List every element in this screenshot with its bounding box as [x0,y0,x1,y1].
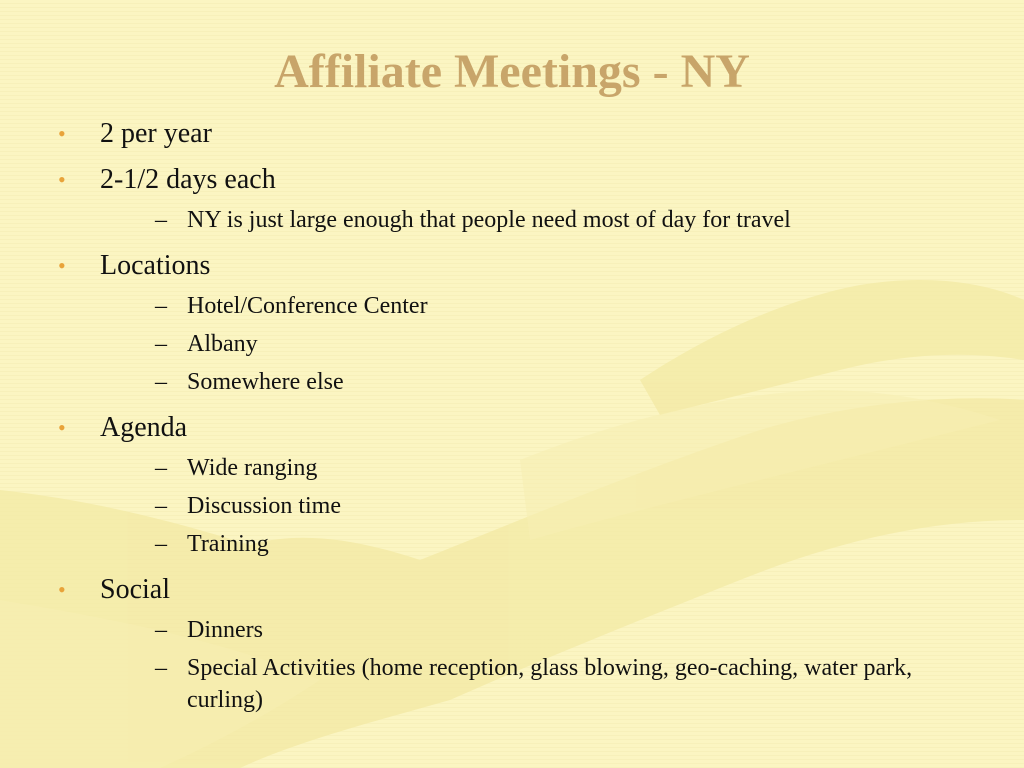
bullet-item [58,412,988,560]
dash-icon: – [155,207,167,233]
bullet-item [58,118,988,150]
sub-item [100,452,988,484]
sub-item [100,614,988,646]
bullet-item [58,164,988,236]
dash-icon: – [155,617,167,643]
dash-icon: – [155,531,167,557]
sub-text: Dinners [187,617,263,643]
sub-list [100,204,988,236]
bullet-text: 2-1/2 days each [100,164,276,195]
bullet-icon: • [58,415,66,440]
dash-icon: – [155,369,167,395]
bullet-text: Locations [100,250,211,281]
sub-list [100,614,988,716]
slide-title: Affiliate Meetings - NY [274,45,750,98]
sub-text: Hotel/Conference Center [187,293,428,319]
sub-text: Wide ranging [187,455,318,481]
sub-item [100,652,988,716]
sub-text: Somewhere else [187,369,344,395]
dash-icon: – [155,331,167,357]
bullet-list [58,118,988,730]
sub-text: NY is just large enough that people need most of day for travel [187,207,791,233]
sub-text: Albany [187,331,258,357]
sub-text: Special Activities (home reception, glass blowing, geo-caching, water park, curling) [187,655,913,713]
sub-item [100,204,988,236]
sub-text: Training [187,531,269,557]
dash-icon: – [155,493,167,519]
sub-text: Discussion time [187,493,341,519]
bullet-icon: • [58,121,66,146]
bullet-icon: • [58,167,66,192]
bullet-item [58,250,988,398]
bullet-icon: • [58,253,66,278]
bullet-icon: • [58,577,66,602]
bullet-text: Social [100,574,170,605]
sub-list [100,452,988,560]
sub-item [100,328,988,360]
dash-icon: – [155,455,167,481]
sub-item [100,366,988,398]
dash-icon: – [155,293,167,319]
sub-item [100,290,988,322]
sub-item [100,528,988,560]
bullet-text: 2 per year [100,118,212,149]
dash-icon: – [155,655,167,681]
bullet-item [58,574,988,716]
sub-item [100,490,988,522]
bullet-text: Agenda [100,412,188,443]
sub-list [100,290,988,398]
